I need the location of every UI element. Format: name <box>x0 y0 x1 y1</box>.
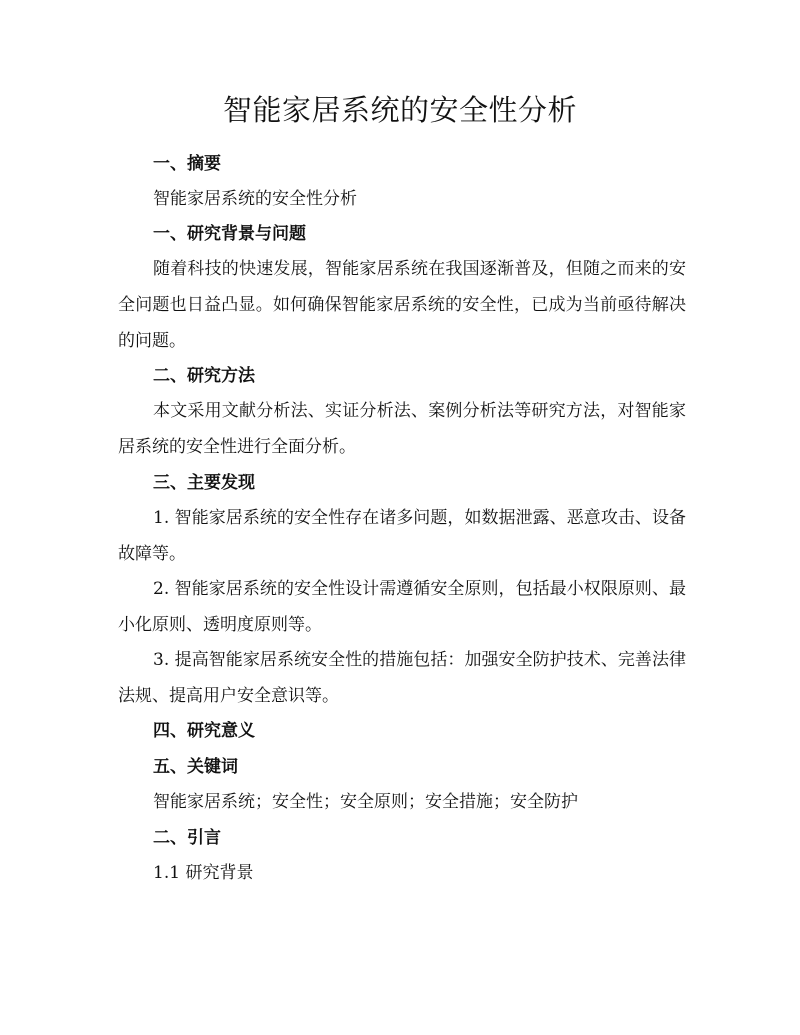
finding-3: 3. 提高智能家居系统安全性的措施包括：加强安全防护技术、完善法律法规、提高用户安全意识等。 <box>118 650 686 706</box>
methods-text: 本文采用文献分析法、实证分析法、案例分析法等研究方法，对智能家居系统的安全性进行全面分析。 <box>118 401 686 457</box>
keywords-heading: 五、关键词 <box>153 757 238 777</box>
intro-heading: 二、引言 <box>153 828 221 848</box>
keywords-text: 智能家居系统；安全性；安全原则；安全措施；安全防护 <box>153 792 578 812</box>
finding-2: 2. 智能家居系统的安全性设计需遵循安全原则，包括最小权限原则、最小化原则、透明度原则等。 <box>118 579 686 635</box>
background-text: 随着科技的快速发展，智能家居系统在我国逐渐普及，但随之而来的安全问题也日益凸显。如何确保智能家居系统的安全性，已成为当前亟待解决的问题。 <box>118 259 686 351</box>
significance-heading: 四、研究意义 <box>153 721 255 741</box>
finding-1: 1. 智能家居系统的安全性存在诸多问题，如数据泄露、恶意攻击、设备故障等。 <box>118 508 686 564</box>
methods-heading: 二、研究方法 <box>153 366 255 386</box>
abstract-heading: 一、摘要 <box>153 154 221 174</box>
findings-heading: 三、主要发现 <box>153 473 255 493</box>
background-heading: 一、研究背景与问题 <box>153 224 306 244</box>
document-title: 智能家居系统的安全性分析 <box>222 93 577 127</box>
abstract-text: 智能家居系统的安全性分析 <box>153 189 357 209</box>
intro-subheading: 1.1 研究背景 <box>153 863 254 883</box>
